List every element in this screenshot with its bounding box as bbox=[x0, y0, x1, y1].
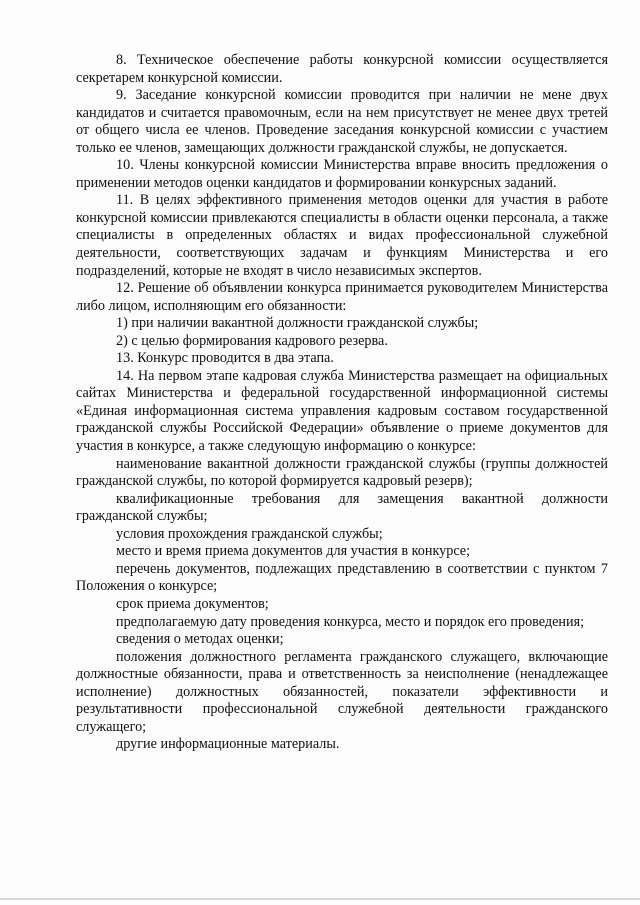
paragraph-10: 10. Члены конкурсной комиссии Министерства вправе вносить предложения о применении методов оценки кандидатов и формировании конкурсных заданий. bbox=[76, 157, 608, 191]
info-item-place-time: место и время приема документов для участия в конкурсе; bbox=[116, 543, 471, 560]
paragraph-12-item-1: 1) при наличии вакантной должности гражданской службы; bbox=[116, 315, 479, 332]
paragraph-14: 14. На первом этапе кадровая служба Министерства размещает на официальных сайтах Министерства и федеральной государственной информационной системы «Единая информационная система управления кадровым составом государственной гражданской службы Российской Федерации» объявление о приеме документов для участия в конкурсе, а также следующую информацию о конкурсе: bbox=[76, 367, 608, 455]
info-item-qualification: квалификационные требования для замещения вакантной должности гражданской службы; bbox=[76, 490, 608, 525]
paragraph-9: 9. Заседание конкурсной комиссии проводится при наличии не мене двух кандидатов и считается правомочным, если на нем присутствует не менее двух третей от общего числа ее членов. Проведение заседания конкурсной комиссии с участием только ее членов, замещающих должности гражданской службы, не допускается. bbox=[76, 87, 608, 156]
paragraph-13: 13. Конкурс проводится в два этапа. bbox=[116, 350, 334, 367]
info-item-assessment-methods: сведения о методах оценки; bbox=[116, 631, 284, 648]
info-item-contest-date: предполагаемую дату проведения конкурса, место и порядок его проведения; bbox=[116, 613, 585, 630]
paragraph-11: 11. В целях эффективного применения методов оценки для участия в работе конкурсной комиссии привлекаются специалисты в области оценки персонала, а также специалисты в определенных областях и видах профессиональной служебной деятельности, соответствующих задачам и функциям Министерства и его подразделений, которые не входят в число независимых экспертов. bbox=[76, 192, 608, 279]
info-item-job-regulations: положения должностного регламента гражданского служащего, включающие должностные обязанности, права и ответственность за неисполнение (ненадлежащее исполнение) должностных обязанностей, показатели эффективности и результативности профессиональной служебной деятельности гражданского служащего; bbox=[76, 648, 608, 735]
info-item-service-conditions: условия прохождения гражданской службы; bbox=[116, 525, 383, 542]
info-item-documents-list: перечень документов, подлежащих представлению в соответствии с пунктом 7 Положения о конкурсе; bbox=[76, 560, 608, 595]
paragraph-12-item-2: 2) с целью формирования кадрового резерва. bbox=[116, 332, 388, 349]
paragraph-8: 8. Техническое обеспечение работы конкурсной комиссии осуществляется секретарем конкурсной комиссии. bbox=[76, 52, 608, 86]
document-body bbox=[76, 52, 608, 754]
info-item-other-materials: другие информационные материалы. bbox=[116, 736, 340, 753]
info-item-position-name: наименование вакантной должности гражданской службы (группы должностей гражданской службы, по которой формируется кадровый резерв); bbox=[76, 455, 608, 490]
scan-bottom-edge bbox=[0, 898, 640, 900]
info-item-deadline: срок приема документов; bbox=[116, 595, 269, 612]
paragraph-12: 12. Решение об объявлении конкурса принимается руководителем Министерства либо лицом, исполняющим его обязанности: bbox=[76, 280, 608, 314]
